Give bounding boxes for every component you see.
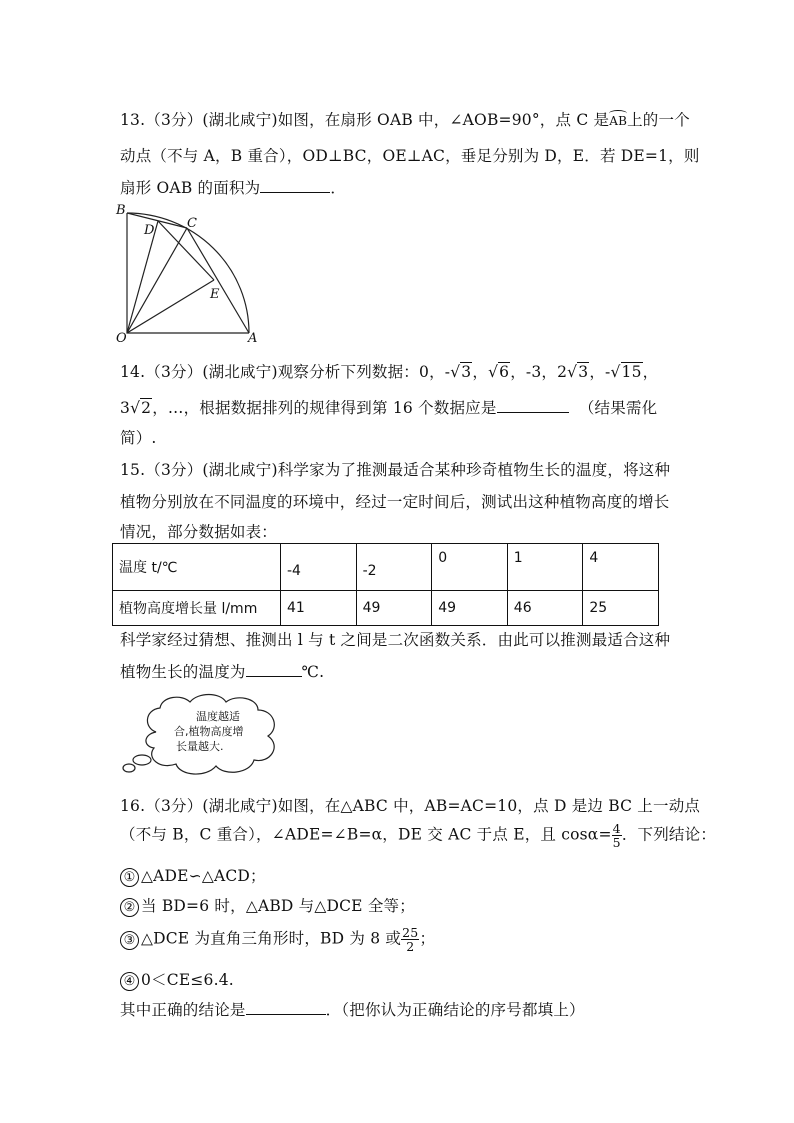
circled-4: ④ (120, 972, 139, 991)
q14-line2: 3√2，…，根据数据排列的规律得到第 16 个数据应是 （结果需化 (120, 399, 658, 417)
fraction-4-5: $\frac{4}{5}$ (612, 821, 621, 850)
q14-prefix: 14.（3分）(湖北咸宁)观察分析下列数据：0， (120, 363, 445, 381)
circled-2: ② (120, 898, 139, 917)
thought-cloud (116, 692, 292, 778)
q13-text-b: 上的一个 (627, 111, 690, 129)
q16-last: 其中正确的结论是 ．（把你认为正确结论的序号都填上） (120, 1001, 585, 1019)
q16-line1: 16.（3分）(湖北咸宁)如图，在△ABC 中，AB=AC=10，点 D 是边 BC 上一动点 (120, 797, 701, 815)
label-o: O (116, 331, 127, 345)
table-cell: 4 (583, 544, 659, 591)
q15-line1: 15.（3分）(湖北咸宁)科学家为了推测最适合某种珍奇植物生长的温度，将这种 (120, 461, 671, 479)
q13-line1 (120, 108, 690, 130)
q15-line4: 科学家经过猜想、推测出 l 与 t 之间是二次函数关系．由此可以推测最适合这种 (120, 631, 671, 649)
q15-line2: 植物分别放在不同温度的环境中，经过一定时间后，测试出这种植物高度的增长 (120, 493, 670, 511)
arc-ab: AB (609, 114, 628, 128)
table-cell: 0 (432, 544, 508, 591)
label-a: A (248, 331, 258, 345)
label-e: E (210, 287, 220, 302)
table-cell: 25 (583, 591, 659, 626)
q13-line2: 动点（不与 A，B 重合），OD⊥BC，OE⊥AC，垂足分别为 D，E．若 DE=1，则 (120, 147, 700, 165)
table-header-growth: 植物高度增长量 l/mm (113, 591, 281, 626)
fraction-25-2: $\frac{25}{2}$ (402, 925, 419, 954)
q16-line2: （不与 B，C 重合），∠ADE=∠B=α，DE 交 AC 于点 E，且 cosα= $\frac{4}{5}$ ．下列结论： (120, 821, 717, 850)
segment-oc (127, 228, 187, 333)
table-cell: 46 (507, 591, 583, 626)
label-d: D (144, 223, 155, 238)
q13-answer-blank[interactable] (260, 178, 330, 193)
q13-text-c: 扇形 OAB 的面积为 (120, 179, 261, 197)
q15-line5: 植物生长的温度为 ℃. (120, 663, 325, 681)
sqrt-2: √2 (130, 399, 152, 417)
table-cell: 49 (356, 591, 432, 626)
table-cell: 49 (432, 591, 508, 626)
cloud-line-3: 长量越大. (176, 740, 224, 753)
data-table (112, 543, 659, 626)
q15-line3: 情况，部分数据如表： (120, 523, 278, 541)
q13-text-a: 13.（3分）(湖北咸宁)如图，在扇形 OAB 中，∠AOB=90°，点 C 是 (120, 111, 610, 129)
sqrt-3: √3 (450, 363, 472, 381)
table-cell: -2 (356, 544, 432, 591)
q14-answer-blank[interactable] (497, 398, 569, 413)
q14-line1: 14.（3分）(湖北咸宁)观察分析下列数据：0，-√3，√6，-3，2√3，-√15， (120, 363, 659, 381)
q14-line3: 简）. (120, 429, 157, 447)
sector-figure (112, 200, 262, 345)
q16-conclusion-2: ② 当 BD=6 时，△ABD 与△DCE 全等； (120, 894, 415, 917)
q16-conclusion-4: ④ 0＜CE≤6.4. (120, 968, 234, 991)
q13-end: ． (330, 179, 347, 197)
circled-1: ① (120, 868, 139, 887)
q14-neg: - (444, 363, 451, 381)
q13-line3 (120, 176, 346, 198)
table-header-temp: 温度 t/℃ (113, 544, 281, 591)
chord-ac (187, 228, 249, 333)
q16-conclusion-3: ③ △DCE 为直角三角形时，BD 为 8 或 $\frac{25}{2}$ ； (120, 926, 435, 953)
table-row-growth (113, 591, 659, 626)
cloud-line-2: 合,植物高度增 (174, 725, 244, 738)
sqrt-6: √6 (488, 363, 510, 381)
label-c: C (187, 216, 197, 231)
table-cell: 41 (281, 591, 357, 626)
label-b: B (116, 203, 126, 218)
sqrt-15: √15 (610, 363, 642, 381)
sqrt-3b: √3 (567, 363, 589, 381)
circled-3: ③ (120, 931, 139, 950)
table-row-temp (113, 544, 659, 591)
table-cell: -4 (281, 544, 357, 591)
cloud-line-1: 温度越适 (196, 710, 240, 723)
table-cell: 1 (507, 544, 583, 591)
q15-answer-blank[interactable] (246, 662, 302, 677)
q16-conclusion-1: ① △ADE∽△ACD； (120, 864, 266, 887)
q16-answer-blank[interactable] (246, 1000, 326, 1015)
